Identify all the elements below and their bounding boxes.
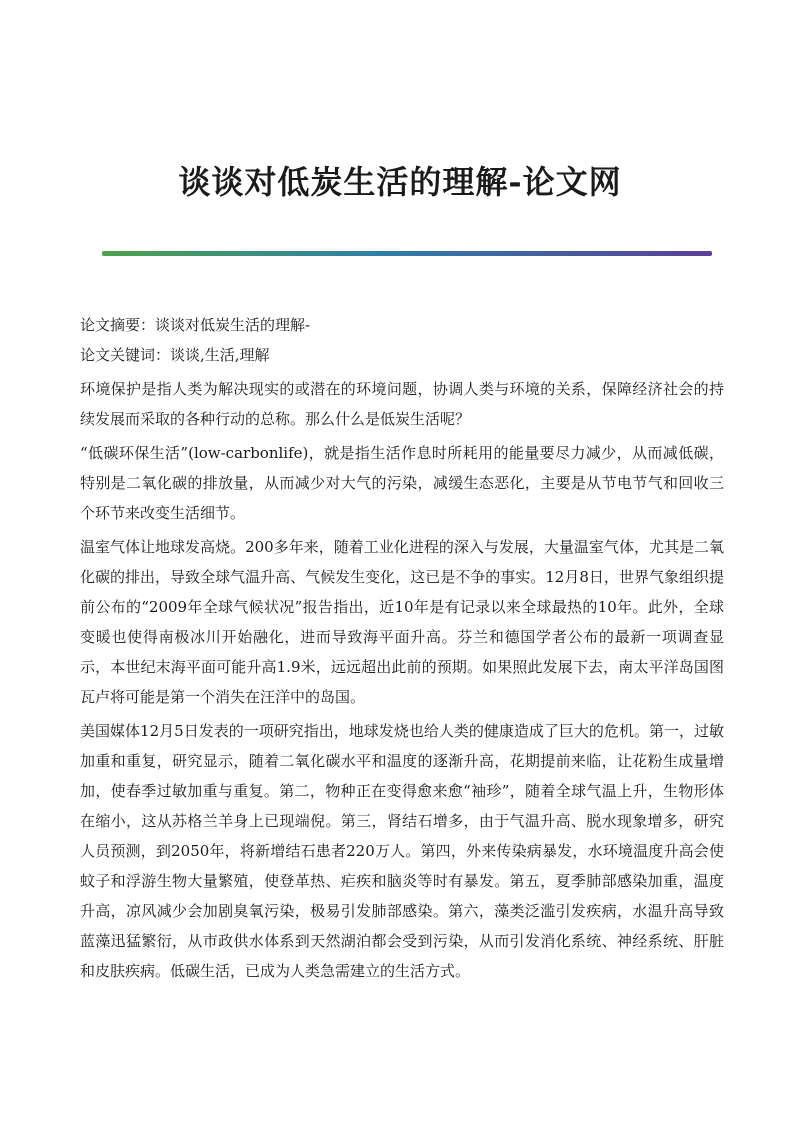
- abstract-line: 论文摘要：谈谈对低炭生活的理解-: [80, 316, 311, 334]
- document-body: [80, 310, 724, 986]
- paragraph-health: 美国媒体12月5日发表的一项研究指出，地球发烧也给人类的健康造成了巨大的危机。第一，过敏加重和重复，研究显示，随着二氧化碳水平和温度的逐渐升高，花期提前来临，让花粉生成量增加，使春季过敏加重与重复。第二，物种正在变得愈来愈“袖珍”，随着全球气温上升，生物形体在缩小，这从苏格兰羊身上已现端倪。第三，肾结石增多，由于气温升高、脱水现象增多，研究人员预测，到2050年，将新增结石患者220万人。第四，外来传染病暴发，水环境温度升高会使蚊子和浮游生物大量繁殖，使登革热、疟疾和脑炎等时有暴发。第五，夏季肺部感染加重，温度升高，凉风减少会加剧臭氧污染，极易引发肺部感染。第六，藻类泛滥引发疾病，水温升高导致蓝藻迅猛繁衍，从市政供水体系到天然湖泊都会受到污染，从而引发消化系统、神经系统、肝脏和皮肤疾病。低碳生活，已成为人类急需建立的生活方式。: [80, 722, 724, 980]
- title-divider: [102, 251, 712, 256]
- keywords-line: 论文关键词：谈谈,生活,理解: [80, 346, 270, 364]
- paragraph-intro: 环境保护是指人类为解决现实的或潜在的环境问题，协调人类与环境的关系，保障经济社会的持续发展而采取的各种行动的总称。那么什么是低炭生活呢？: [80, 380, 724, 428]
- paragraph-definition: “低碳环保生活”(low-carbonlife)，就是指生活作息时所耗用的能量要尽力减少，从而减低碳，特别是二氧化碳的排放量，从而减少对大气的污染，减缓生态恶化，主要是从节电节气和回收三个环节来改变生活细节。: [80, 444, 724, 522]
- paragraph-greenhouse: 温室气体让地球发高烧。200多年来，随着工业化进程的深入与发展，大量温室气体，尤其是二氧化碳的排出，导致全球气温升高、气候发生变化，这已是不争的事实。12月8日，世界气象组织提前公布的“2009年全球气候状况”报告指出，近10年是有记录以来全球最热的10年。此外，全球变暖也使得南极冰川开始融化，进而导致海平面升高。芬兰和德国学者公布的最新一项调查显示，本世纪末海平面可能升高1.9米，远远超出此前的预期。如果照此发展下去，南太平洋岛国图瓦卢将可能是第一个消失在汪洋中的岛国。: [80, 538, 724, 706]
- document-title: 谈谈对低炭生活的理解-论文网: [178, 163, 622, 201]
